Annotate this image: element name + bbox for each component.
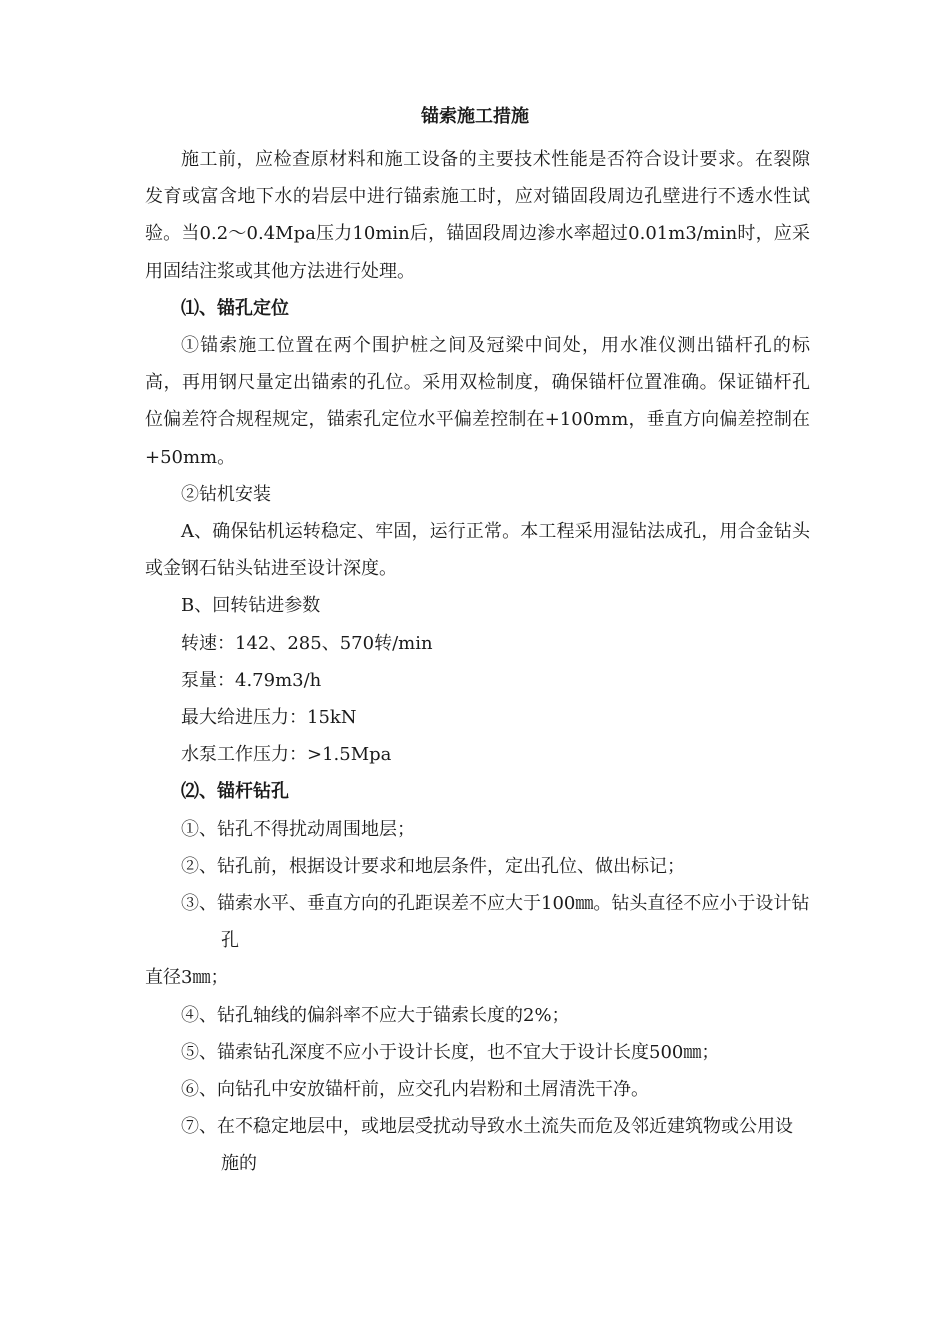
section2-item6: ⑥、向钻孔中安放锚杆前，应交孔内岩粉和土屑清洗干净。 (181, 1079, 649, 1101)
section1-item2-b: B、回转钻进参数 (181, 595, 321, 617)
document-title: 锚索施工措施 (421, 106, 529, 127)
section1-item2: ②钻机安装 (181, 483, 271, 505)
section2-item2: ②、钻孔前，根据设计要求和地层条件，定出孔位、做出标记； (181, 855, 685, 877)
document-body (145, 141, 810, 1183)
section1-item1: ①锚索施工位置在两个围护桩之间及冠梁中间处，用水准仪测出锚杆孔的标高，再用钢尺量定出锚索的孔位。采用双检制度，确保锚杆位置准确。保证锚杆孔位偏差符合规程规定，锚索孔定位水平偏差控制在+100mm，垂直方向偏差控制在+50mm。 (145, 335, 810, 468)
section2-item3-continued: 直径3㎜； (145, 967, 229, 989)
intro-paragraph: 施工前，应检查原材料和施工设备的主要技术性能是否符合设计要求。在裂隙发育或富含地下水的岩层中进行锚索施工时，应对锚固段周边孔壁进行不透水性试验。当0.2～0.4Mpa压力10min后，锚固段周边渗水率超过0.01m3/min时，应采用固结注浆或其他方法进行处理。 (145, 149, 810, 282)
param-pressure: 最大给进压力：15kN (181, 707, 357, 729)
section2-item5: ⑤、锚索钻孔深度不应小于设计长度，也不宜大于设计长度500㎜； (181, 1041, 720, 1063)
section2-item3: ③、锚索水平、垂直方向的孔距误差不应大于100㎜。钻头直径不应小于设计钻孔 (181, 893, 810, 952)
param-water: 水泵工作压力：>1.5Mpa (181, 744, 392, 766)
param-pump: 泵量：4.79m3/h (181, 669, 322, 691)
section1-item2-a: A、确保钻机运转稳定、牢固，运行正常。本工程采用湿钻法成孔，用合金钻头或金钢石钻头钻进至设计深度。 (145, 521, 810, 580)
section2-item1: ①、钻孔不得扰动周围地层； (181, 818, 415, 840)
section1-heading: ⑴、锚孔定位 (181, 297, 289, 319)
section2-item7: ⑦、在不稳定地层中，或地层受扰动导致水土流失而危及邻近建筑物或公用设施的 (181, 1116, 793, 1175)
section2-heading: ⑵、锚杆钻孔 (181, 781, 289, 803)
section2-item4: ④、钻孔轴线的偏斜率不应大于锚索长度的2%； (181, 1004, 570, 1026)
param-speed: 转速：142、285、570转/min (181, 632, 433, 654)
